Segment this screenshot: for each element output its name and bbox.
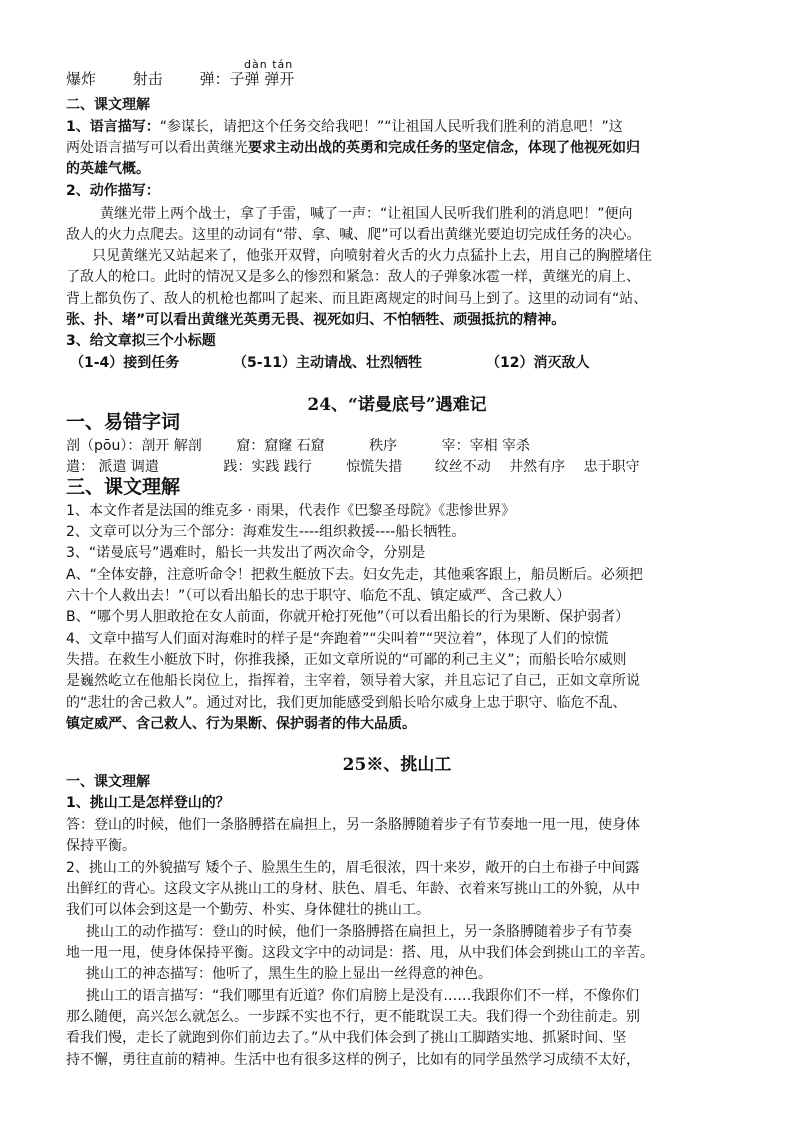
word-item: 遣： 派遣 调遣 [66,459,159,475]
section-heading: 二、课文理解 [66,97,150,113]
word-item: 射击 [132,70,163,88]
paragraph-line: 1、本文作者是法国的维克多 · 雨果，代表作《巴黎圣母院》《悲惨世界》 [66,503,516,519]
paragraph-line: 挑山工的动作描写：登山的时候，他们一条胳膊搭在扁担上，另一条胳膊随着步子有节奏 [86,924,632,940]
paragraph-line: 看我们慢，走长了就跑到你们前边去了。”从中我们体会到了挑山工脚踏实地、抓紧时间、坚 [66,1030,627,1046]
word-row-top [66,70,294,89]
paragraph-line: 出鲜红的背心。这段文字从挑山工的身材、肤色、眉毛、年龄、衣着来写挑山工的外貌，从中 [66,881,640,897]
word-row [66,437,552,456]
subtitle-item: （5-11）主动请战、壮烈牺牲 [233,355,423,371]
paragraph-line: B、“哪个男人胆敢抢在女人前面，你就开枪打死他”（可以看出船长的行为果断、保护弱者） [66,609,630,625]
answer-line: 保持平衡。 [66,838,136,854]
paragraph-line: 4、文章中描写人们面对海难时的样子是“奔跑着”“尖叫着”“哭泣着”，体现了人们的惊慌 [66,631,609,647]
paragraph-line: A、“全体安静，注意听命令！把救生艇放下去。妇女先走，其他乘客跟上，船员断后。必须把 [66,567,643,583]
paragraph-line: 地一甩一甩，使身体保持平衡。这段文字中的动词是：搭、甩，从中我们体会到挑山工的辛苦。 [66,945,654,961]
paragraph-line: 的英雄气概。 [66,161,150,177]
paragraph-line: 失措。在救生小艇放下时，你推我搡，正如文章所说的“可鄙的利己主义”；而船长哈尔威则 [66,652,627,668]
pinyin-annotation: dàn tán [244,58,294,71]
text: 两处语言描写可以看出黄继光 [66,140,248,156]
word-item: 秩序 [369,438,398,454]
label: 1、语言描写： [66,119,160,135]
section-heading: 一、易错字词 [66,411,181,433]
paragraph-line: 六十个人救出去！”（可以看出船长的忠于职守、临危不乱、镇定威严、含己救人） [66,588,571,604]
paragraph-line: 2、挑山工的外貌描写 矮个子、脸黑生生的，眉毛很浓，四十来岁，敞开的白土布褂子中间露 [66,860,640,876]
paragraph-line: 3、“诺曼底号”遇难时，船长一共发出了两次命令，分别是 [66,545,426,561]
text: 要求主动出战的英勇和完成任务的坚定信念，体现了他视死如归 [248,140,640,156]
word-item: 宰：宰相 宰杀 [441,438,531,454]
section-heading: 一、课文理解 [66,774,150,790]
paragraph-line: 持不懈，勇往直前的精神。生活中也有很多这样的例子，比如有的同学虽然学习成绩不太好， [66,1052,640,1068]
paragraph-line: 了敌人的枪口。此时的情况又是多么的惨烈和紧急：敌人的子弹象冰雹一样，黄继光的肩上、 [66,269,640,285]
word-item: 践：实践 践行 [223,459,312,475]
word-item: 惊慌失措 [346,459,403,475]
section-heading: 三、课文理解 [66,476,181,498]
paragraph-line: 挑山工的神态描写：他听了，黑生生的脸上显出一丝得意的神色。 [86,966,492,982]
paragraph-line: 镇定威严、含己救人、行为果断、保护弱者的伟大品质。 [66,716,416,732]
paragraph-line: 是巍然屹立在他船长岗位上，指挥着，主宰着，领导着大家，并且忘记了自己，正如文章所说 [66,673,640,689]
word-item: 忠于职守 [583,459,640,475]
word-item: 剖（pōu）：剖开 解剖 [66,438,202,454]
subtitle-item: （12）消灭敌人 [486,355,590,371]
text: “参谋长，请把这个任务交给我吧！”“让祖国人民听我们胜利的消息吧！”这 [159,119,623,135]
paragraph-line: 背上都负伤了、敌人的机枪也都叫了起来、而且距离规定的时间马上到了。这里的动词有“站、 [66,291,648,307]
word-item: 弹：子弹 弹开 [199,70,295,88]
paragraph-line: 敌人的火力点爬去。这里的动词有“带、拿、喊、爬”可以看出黄继光要迫切完成任务的决心。 [66,227,641,243]
paragraph-line: 只见黄继光又站起来了，他张开双臂，向喷射着火舌的火力点猛扑上去，用自己的胸膛堵住 [92,248,652,264]
word-item: 井然有序 [509,459,566,475]
paragraph-line: 的“悲壮的舍己救人”。通过对比，我们更加能感受到船长哈尔威身上忠于职守、临危不乱、 [66,695,627,711]
paragraph-line [66,118,623,137]
lesson-title: 24、“诺曼底号”遇难记 [307,395,487,415]
question: 1、挑山工是怎样登山的？ [66,795,230,811]
paragraph-line [66,139,640,158]
paragraph-line: 那么随便，高兴怎么就怎么。一步踩不实也不行，更不能耽误工夫。我们得一个劲往前走。别 [66,1009,640,1025]
word-item: 纹丝不动 [434,459,491,475]
paragraph-line: 黄继光带上两个战士，拿了手雷，喊了一声：“让祖国人民听我们胜利的消息吧！”便向 [100,206,633,222]
word-row [66,458,662,477]
paragraph-line: 2、文章可以分为三个部分：海难发生----组织救援----船长牺牲。 [66,524,466,540]
subtitle-item: （1-4）接到任务 [70,355,180,371]
paragraph-line: 我们可以体会到这是一个勤劳、朴实、身体健壮的挑山工。 [66,902,430,918]
lesson-title: 25※、挑山工 [342,755,452,775]
word-item: 爆炸 [66,70,97,88]
answer-line: 答：登山的时候，他们一条胳膊搭在扁担上，另一条胳膊随着步子有节奏地一甩一甩，使身体 [66,817,640,833]
paragraph-label: 2、动作描写： [66,183,160,199]
paragraph-line: 挑山工的语言描写：“我们哪里有近道？你们肩膀上是没有……我跟你们不一样，不像你们 [86,988,640,1004]
word-item: 窟：窟窿 石窟 [236,438,325,454]
paragraph-label: 3、给文章拟三个小标题 [66,333,216,349]
paragraph-line: 张、扑、堵”可以看出黄继光英勇无畏、视死如归、不怕牺牲、顽强抵抗的精神。 [66,312,566,328]
